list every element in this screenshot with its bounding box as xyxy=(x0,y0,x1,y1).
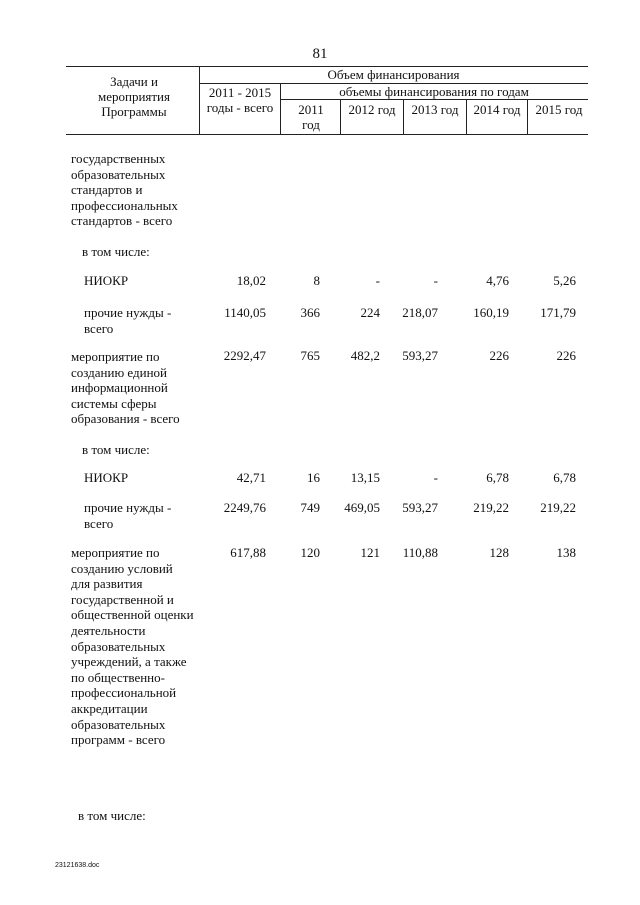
cell-2012: 13,15 xyxy=(350,470,380,485)
header-tasks: Задачи и мероприятия Программы xyxy=(97,74,170,119)
header-year: 2015 год xyxy=(535,102,583,117)
cell-2013: 593,27 xyxy=(402,500,438,515)
cell-2015: 226 xyxy=(556,348,576,363)
cell-2013: 110,88 xyxy=(402,545,438,560)
row-label: в том числе: xyxy=(78,808,146,823)
cell-2011: 749 xyxy=(300,500,320,515)
header-by-years: объемы финансирования по годам xyxy=(339,84,529,99)
cell-2014: 128 xyxy=(489,545,509,560)
cell-2014: 226 xyxy=(489,348,509,363)
page-number: 81 xyxy=(312,46,328,62)
cell-2013: 593,27 xyxy=(402,348,438,363)
cell-2014: 6,78 xyxy=(486,470,509,485)
row-label: государственных образовательных стандартов и профессиональных стандартов - всего xyxy=(71,151,178,229)
header-volume: Объем финансирования xyxy=(327,67,460,82)
cell-2014: 160,19 xyxy=(473,305,509,320)
cell-2012: 121 xyxy=(360,545,380,560)
cell-2014: 219,22 xyxy=(473,500,509,515)
cell-total: 2249,76 xyxy=(223,500,266,515)
cell-2012: 224 xyxy=(360,305,380,320)
cell-2015: 6,78 xyxy=(553,470,576,485)
cell-2011: 366 xyxy=(300,305,320,320)
row-label: мероприятие по созданию условий для развития государственной и общественной оценки деятельности образовательных учреждений, а также по общественно-профессиональной аккредитации образовательных программ - всего xyxy=(71,545,194,748)
header-divider xyxy=(466,99,467,134)
cell-2015: 138 xyxy=(556,545,576,560)
cell-2013: 218,07 xyxy=(402,305,438,320)
cell-total: 42,71 xyxy=(236,470,266,485)
header-divider xyxy=(527,99,528,134)
cell-2011: 765 xyxy=(300,348,320,363)
cell-2013: - xyxy=(433,273,438,288)
row-label: НИОКР xyxy=(84,273,129,288)
row-label: мероприятие по созданию единой информационной системы сферы образования - всего xyxy=(71,349,180,427)
row-label: в том числе: xyxy=(82,244,150,259)
cell-2011: 8 xyxy=(313,273,320,288)
cell-2013: - xyxy=(433,470,438,485)
cell-total: 2292,47 xyxy=(223,348,266,363)
header-rule-2 xyxy=(280,99,588,100)
cell-2012: 469,05 xyxy=(344,500,380,515)
header-total: 2011 - 2015 годы - всего xyxy=(206,85,274,115)
cell-2015: 5,26 xyxy=(553,273,576,288)
header-year: 2013 год xyxy=(411,102,459,117)
cell-2011: 120 xyxy=(300,545,320,560)
header-bottom-rule xyxy=(66,134,588,135)
header-year: 2014 год xyxy=(473,102,521,117)
cell-total: 18,02 xyxy=(236,273,266,288)
cell-2012: - xyxy=(375,273,380,288)
header-divider xyxy=(340,99,341,134)
row-label: в том числе: xyxy=(82,442,150,457)
header-year: 2011 год xyxy=(298,102,324,132)
cell-total: 617,88 xyxy=(230,545,266,560)
cell-2012: 482,2 xyxy=(350,348,380,363)
cell-2015: 219,22 xyxy=(540,500,576,515)
cell-2015: 171,79 xyxy=(540,305,576,320)
header-divider xyxy=(403,99,404,134)
row-label: прочие нужды - всего xyxy=(84,500,172,531)
row-label: прочие нужды - всего xyxy=(84,305,172,336)
row-label: НИОКР xyxy=(84,470,129,485)
cell-2011: 16 xyxy=(307,470,320,485)
document-footer: 23121638.doc xyxy=(55,862,100,869)
cell-2014: 4,76 xyxy=(486,273,509,288)
cell-total: 1140,05 xyxy=(224,305,266,320)
header-year: 2012 год xyxy=(348,102,396,117)
